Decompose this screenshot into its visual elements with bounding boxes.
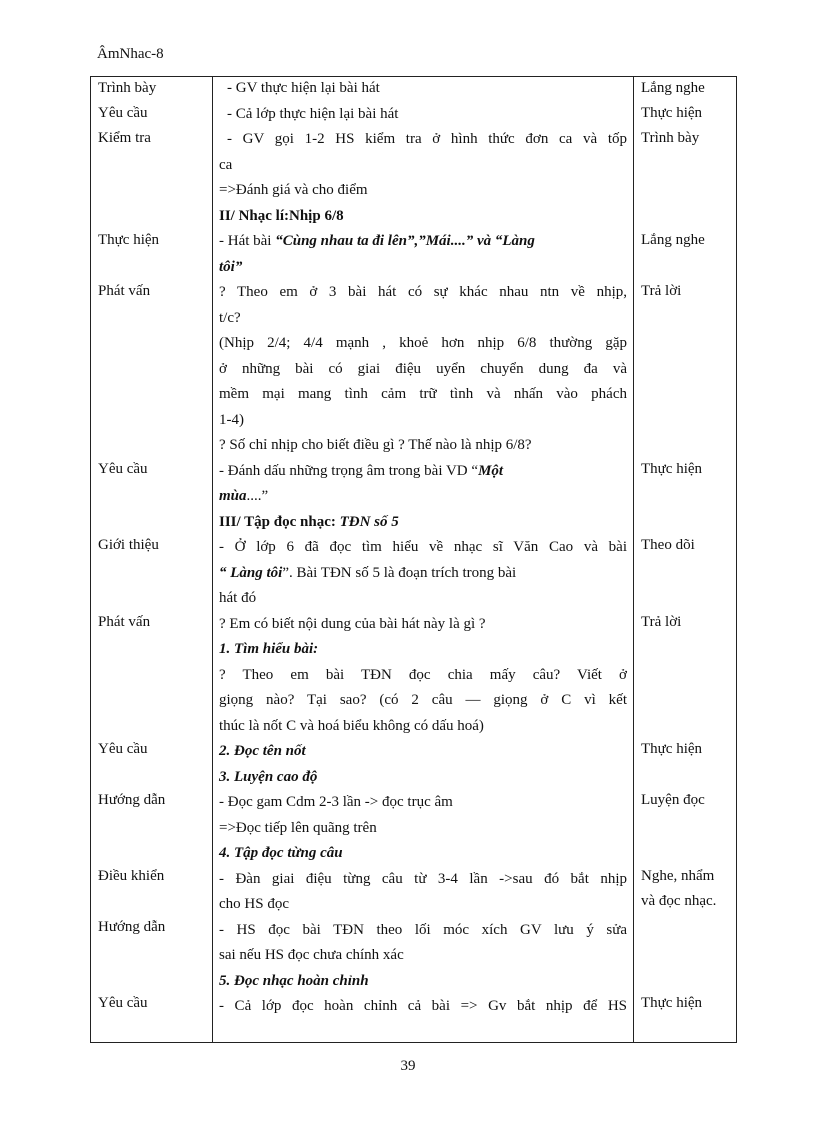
student-activity: Nghe, nhẩm	[641, 868, 715, 884]
section-heading-text: III/ Tập đọc nhạc:	[219, 513, 340, 530]
teacher-activity: Hướng dẫn	[98, 919, 166, 935]
student-activity: Thực hiện	[641, 741, 703, 757]
student-activity: Trả lời	[641, 614, 682, 630]
content-line: cho HS đọc	[219, 896, 289, 912]
subsection-heading: 3. Luyện cao độ	[219, 768, 318, 785]
song-title: Một	[478, 462, 504, 479]
column-divider	[633, 76, 634, 1043]
subsection-heading: 1. Tìm hiểu bài:	[219, 641, 319, 657]
song-titles: “Cùng nhau ta đi lên”,”Mái....” và “Làng	[275, 233, 535, 249]
content-line: - Cả lớp thực hiện lại bài hát	[227, 105, 399, 122]
content-text: - Hát bài	[219, 233, 276, 249]
section-heading: II/ Nhạc lí:Nhịp 6/8	[219, 207, 344, 224]
teacher-activity: Phát vấn	[98, 614, 151, 630]
student-activity: Thực hiện	[641, 995, 703, 1011]
content-line: ca	[219, 156, 233, 173]
teacher-activity: Yêu cầu	[98, 995, 148, 1011]
content-line: (Nhịp 2/4; 4/4 mạnh , khoẻ hơn nhịp 6/8 thường gặp	[219, 335, 627, 351]
content-text: ”. Bài TĐN số 5 là đoạn trích trong bài	[282, 564, 517, 581]
lesson-content	[219, 76, 627, 1020]
content-line	[219, 484, 627, 510]
song-title: “ Làng tôi	[219, 564, 283, 581]
student-activity: Theo dõi	[641, 537, 695, 553]
content-line: t/c?	[219, 309, 241, 326]
content-line: hát đó	[219, 590, 257, 606]
student-activity: và đọc nhạc.	[641, 893, 717, 909]
content-line: - HS đọc bài TĐN theo lối móc xích GV lưu ý sửa	[219, 921, 627, 938]
teacher-activity: Trình bày	[98, 80, 157, 96]
content-line: mềm mại mang tình cảm trữ tình và nhấn vào phách	[219, 386, 627, 402]
song-title: mùa	[219, 488, 247, 504]
content-text: ....”	[246, 488, 269, 504]
teacher-activity: Yêu cầu	[98, 105, 148, 121]
content-line: - Đàn giai điệu từng câu từ 3-4 lần ->sau đó bắt nhịp	[219, 870, 627, 887]
document-header: ÂmNhac-8	[97, 46, 164, 62]
student-activity: Luyện đọc	[641, 792, 705, 808]
content-line: ? Theo em ở 3 bài hát có sự khác nhau ntn về nhịp,	[219, 284, 627, 300]
content-line: - Ở lớp 6 đã đọc tìm hiểu về nhạc sĩ Văn Cao và bài	[219, 539, 627, 555]
student-activity: Lắng nghe	[641, 232, 705, 248]
page-number: 39	[400, 1058, 416, 1074]
content-line	[219, 459, 627, 485]
subsection-heading: 5. Đọc nhạc hoàn chỉnh	[219, 972, 369, 989]
teacher-activity: Thực hiện	[98, 232, 160, 248]
student-activity: Thực hiện	[641, 461, 703, 477]
subsection-heading: 4. Tập đọc từng câu	[219, 845, 343, 861]
teacher-activity: Phát vấn	[98, 283, 151, 299]
teacher-activity: Yêu cầu	[98, 461, 148, 477]
content-line: giọng nào? Tại sao? (có 2 câu — giọng ở C vì kết	[219, 692, 627, 708]
teacher-activity: Giới thiệu	[98, 537, 159, 553]
content-line: =>Đánh giá và cho điểm	[219, 182, 368, 198]
content-line: =>Đọc tiếp lên quãng trên	[219, 819, 377, 836]
student-activity: Trả lời	[641, 283, 682, 299]
content-line: 1-4)	[219, 411, 244, 428]
content-text: - Đánh dấu những trọng âm trong bài VD “	[219, 462, 479, 479]
student-activity: Lắng nghe	[641, 80, 705, 96]
content-line: ? Theo em bài TĐN đọc chia mấy câu? Viết ở	[219, 666, 627, 683]
content-line: ? Em có biết nội dung của bài hát này là gì ?	[219, 615, 486, 632]
student-activity: Thực hiện	[641, 105, 703, 121]
content-line: tôi”	[219, 258, 243, 275]
section-heading	[219, 510, 627, 536]
content-line: - GV gọi 1-2 HS kiểm tra ở hình thức đơn ca và tốp	[227, 131, 627, 147]
teacher-activity: Yêu cầu	[98, 741, 148, 757]
column-divider	[212, 76, 213, 1043]
content-line: thúc là nốt C và hoá biểu không có dấu hoá)	[219, 717, 484, 734]
teacher-activity: Điều khiển	[98, 868, 165, 884]
content-line: ở những bài có giai điệu uyển chuyển dung đa và	[219, 360, 627, 377]
subsection-heading: 2. Đọc tên nốt	[219, 743, 306, 759]
content-line: sai nếu HS đọc chưa chính xác	[219, 947, 404, 963]
content-line: - Cả lớp đọc hoàn chỉnh cả bài => Gv bắt nhịp để HS	[219, 998, 627, 1014]
teacher-activity: Kiểm tra	[98, 130, 151, 146]
content-line: - Đọc gam Cdm 2-3 lần -> đọc trục âm	[219, 794, 453, 810]
content-line	[219, 561, 627, 587]
section-heading-title: TĐN số 5	[339, 513, 399, 530]
student-activity: Trình bày	[641, 130, 700, 146]
content-line: ? Số chỉ nhịp cho biết điều gì ? Thế nào là nhịp 6/8?	[219, 437, 532, 453]
content-line: - GV thực hiện lại bài hát	[227, 80, 380, 96]
content-line	[219, 229, 627, 255]
teacher-activity: Hướng dẫn	[98, 792, 166, 808]
